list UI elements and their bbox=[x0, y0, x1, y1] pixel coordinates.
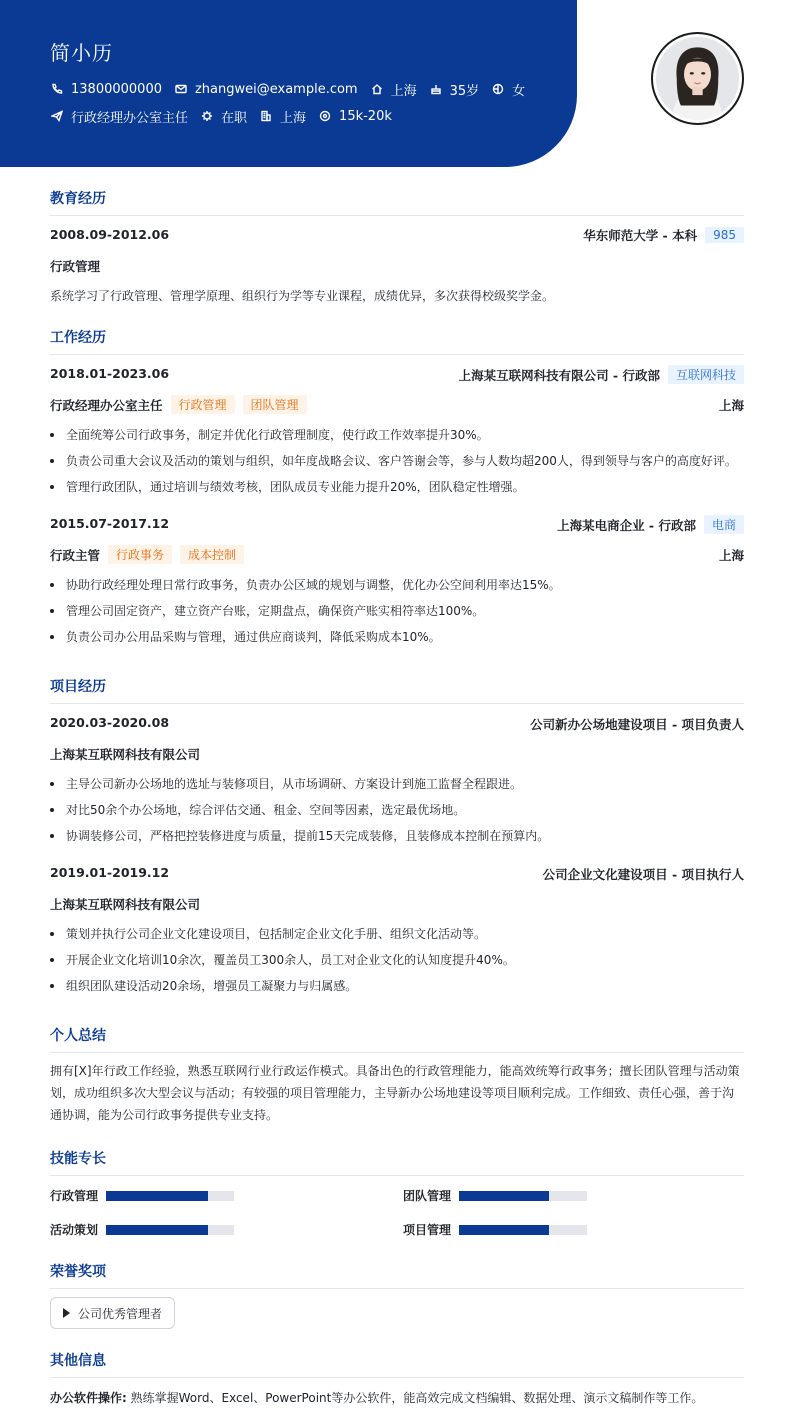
bullet-dot bbox=[50, 808, 54, 812]
bullet-dot bbox=[50, 984, 54, 988]
status-text: 在职 bbox=[221, 110, 248, 126]
bullet-dot bbox=[50, 433, 54, 437]
city-text: 上海 bbox=[280, 110, 307, 126]
skill-bar bbox=[459, 1191, 587, 1201]
work-location: 上海 bbox=[718, 398, 744, 413]
other-info-text: 熟练掌握Word、Excel、PowerPoint等办公软件，能高效完成文档编辑、数据处理、演示文稿制作等工作。 bbox=[130, 1391, 704, 1405]
work-bullet-text: 管理行政团队，通过培训与绩效考核，团队成员专业能力提升20%，团队稳定性增强。 bbox=[66, 480, 525, 494]
work-role: 行政主管 bbox=[50, 547, 101, 563]
project-bullet-text: 对比50余个办公场地，综合评估交通、租金、空间等因素，选定最优场地。 bbox=[66, 803, 466, 817]
work-bullet bbox=[50, 452, 737, 469]
status-icon bbox=[200, 109, 214, 123]
location-item bbox=[370, 80, 417, 98]
skill-bar bbox=[106, 1191, 234, 1201]
bullet-dot bbox=[50, 834, 54, 838]
work-skill-tag: 团队管理 bbox=[243, 395, 307, 414]
summary-text: 拥有[X]年行政工作经验，熟悉互联网行业行政运作模式。具备出色的行政管理能力，能高效统筹行政事务；擅长团队管理与活动策划，成功组织多次大型会议与活动；有较强的项目管理能力，主导新办公场地建设等项目顺利完成。工作细致、责任心强，善于沟通协调，能为公司行政事务提供专业支持。 bbox=[50, 1064, 740, 1122]
work-industry-tag: 电商 bbox=[704, 515, 744, 534]
award-chip[interactable] bbox=[50, 1297, 175, 1329]
education-period: 2008.09-2012.06 bbox=[50, 227, 170, 242]
work-skill-tag: 成本控制 bbox=[180, 545, 244, 564]
project-bullet bbox=[50, 775, 522, 792]
age-item bbox=[429, 80, 480, 98]
section-title-skills: 技能专长 bbox=[50, 1148, 744, 1176]
phone-text[interactable]: 13800000000 bbox=[71, 81, 162, 97]
work-bullet bbox=[50, 576, 561, 593]
skill-item bbox=[50, 1187, 234, 1204]
work-bullet-text: 负责公司办公用品采购与管理，通过供应商谈判，降低采购成本10%。 bbox=[66, 630, 441, 644]
cake-icon bbox=[429, 82, 443, 96]
education-description: 系统学习了行政管理、管理学原理、组织行为学等专业课程，成绩优异，多次获得校级奖学金。 bbox=[50, 289, 555, 303]
section-title-work: 工作经历 bbox=[50, 327, 744, 355]
project-period: 2019.01-2019.12 bbox=[50, 865, 170, 880]
education-school-row bbox=[583, 226, 744, 244]
section-title-projects: 项目经历 bbox=[50, 676, 744, 704]
email-item bbox=[174, 80, 358, 98]
bullet-dot bbox=[50, 958, 54, 962]
bullet-dot bbox=[50, 583, 54, 587]
bullet-dot bbox=[50, 782, 54, 786]
project-bullet bbox=[50, 925, 486, 942]
home-icon bbox=[370, 82, 384, 96]
work-bullet-text: 协助行政经理处理日常行政事务，负责办公区域的规划与调整，优化办公空间利用率达15%。 bbox=[66, 578, 561, 592]
building-icon bbox=[259, 109, 273, 123]
project-bullet bbox=[50, 827, 549, 844]
intent-row bbox=[50, 107, 404, 125]
bullet-dot bbox=[50, 635, 54, 639]
location-text: 上海 bbox=[390, 83, 417, 99]
project-bullet bbox=[50, 951, 515, 968]
status-item bbox=[200, 107, 247, 125]
bullet-dot bbox=[50, 609, 54, 613]
project-period: 2020.03-2020.08 bbox=[50, 715, 170, 730]
work-skill-tag: 行政事务 bbox=[108, 545, 172, 564]
education-major: 行政管理 bbox=[50, 259, 101, 274]
section-title-awards: 荣誉奖项 bbox=[50, 1261, 744, 1289]
project-bullet-text: 策划并执行公司企业文化建设项目，包括制定企业文化手册、组织文化活动等。 bbox=[66, 927, 487, 941]
work-industry-tag: 互联网科技 bbox=[668, 365, 744, 384]
section-title-other: 其他信息 bbox=[50, 1350, 744, 1378]
skill-name: 项目管理 bbox=[403, 1223, 452, 1237]
candidate-name: 简小历 bbox=[50, 41, 113, 65]
skill-bar bbox=[106, 1225, 234, 1235]
work-bullet bbox=[50, 628, 441, 645]
work-bullet-text: 管理公司固定资产，建立资产台账，定期盘点，确保资产账实相符率达100%。 bbox=[66, 604, 485, 618]
bullet-dot bbox=[50, 485, 54, 489]
skill-bar-fill bbox=[106, 1191, 208, 1201]
project-bullet-text: 组织团队建设活动20余场，增强员工凝聚力与归属感。 bbox=[66, 979, 358, 993]
skill-item bbox=[50, 1221, 234, 1238]
avatar-photo bbox=[656, 37, 739, 120]
phone-item bbox=[50, 80, 162, 98]
section-title-education: 教育经历 bbox=[50, 188, 744, 216]
skill-bar-fill bbox=[459, 1225, 549, 1235]
award-name: 公司优秀管理者 bbox=[78, 1306, 163, 1321]
section-title-summary: 个人总结 bbox=[50, 1025, 744, 1053]
skill-bar-fill bbox=[459, 1191, 549, 1201]
project-bullet-text: 开展企业文化培训10余次，覆盖员工300余人，员工对企业文化的认知度提升40%。 bbox=[66, 953, 515, 967]
work-period: 2015.07-2017.12 bbox=[50, 516, 170, 531]
education-school: 华东师范大学 - 本科 bbox=[583, 228, 698, 243]
gender-icon bbox=[491, 82, 505, 96]
salary-text: 15k-20k bbox=[339, 108, 392, 124]
work-skill-tag: 行政管理 bbox=[171, 395, 235, 414]
skill-name: 活动策划 bbox=[50, 1223, 99, 1237]
project-bullet bbox=[50, 977, 357, 994]
work-bullet bbox=[50, 478, 525, 495]
project-bullet-text: 主导公司新办公场地的选址与装修项目，从市场调研、方案设计到施工监督全程跟进。 bbox=[66, 777, 523, 791]
other-info-row bbox=[50, 1389, 703, 1406]
coin-icon bbox=[318, 109, 332, 123]
position-item bbox=[50, 107, 188, 125]
skill-item bbox=[403, 1187, 587, 1204]
skill-item bbox=[403, 1221, 587, 1238]
contact-row bbox=[50, 80, 537, 98]
work-period: 2018.01-2023.06 bbox=[50, 366, 170, 381]
phone-icon bbox=[50, 82, 64, 96]
work-bullet bbox=[50, 602, 484, 619]
project-bullet bbox=[50, 801, 465, 818]
project-name: 公司企业文化建设项目 - 项目执行人 bbox=[542, 867, 744, 882]
mail-icon bbox=[174, 82, 188, 96]
bullet-dot bbox=[50, 932, 54, 936]
play-icon bbox=[63, 1308, 70, 1318]
project-company: 上海某互联网科技有限公司 bbox=[50, 897, 201, 912]
gender-item bbox=[491, 80, 525, 98]
skill-name: 行政管理 bbox=[50, 1189, 99, 1203]
bullet-dot bbox=[50, 459, 54, 463]
work-bullet-text: 全面统筹公司行政事务，制定并优化行政管理制度，使行政工作效率提升30%。 bbox=[66, 428, 489, 442]
work-company: 上海某电商企业 - 行政部 bbox=[557, 517, 696, 533]
skill-bar bbox=[459, 1225, 587, 1235]
project-name: 公司新办公场地建设项目 - 项目负责人 bbox=[530, 717, 744, 732]
work-role-row bbox=[50, 545, 244, 564]
work-bullet-text: 负责公司重大会议及活动的策划与组织，如年度战略会议、客户答谢会等，参与人数均超200人，得到领导与客户的高度好评。 bbox=[66, 454, 737, 468]
work-company: 上海某互联网科技有限公司 - 行政部 bbox=[458, 367, 660, 383]
city-item bbox=[259, 107, 306, 125]
work-company-row bbox=[459, 365, 744, 384]
work-role: 行政经理办公室主任 bbox=[50, 397, 163, 413]
age-text: 35岁 bbox=[449, 83, 480, 99]
education-tag: 985 bbox=[705, 227, 744, 243]
work-company-row bbox=[557, 515, 744, 534]
project-bullet-text: 协调装修公司，严格把控装修进度与质量，提前15天完成装修，且装修成本控制在预算内。 bbox=[66, 829, 550, 843]
send-icon bbox=[50, 109, 64, 123]
skill-name: 团队管理 bbox=[403, 1189, 452, 1203]
avatar bbox=[651, 32, 744, 125]
project-company: 上海某互联网科技有限公司 bbox=[50, 747, 201, 762]
other-info-label: 办公软件操作: bbox=[50, 1391, 127, 1405]
position-text: 行政经理办公室主任 bbox=[71, 110, 189, 126]
skill-bar-fill bbox=[106, 1225, 208, 1235]
salary-item bbox=[318, 107, 392, 125]
work-bullet bbox=[50, 426, 489, 443]
email-text[interactable]: zhangwei@example.com bbox=[194, 81, 358, 97]
gender-text: 女 bbox=[512, 83, 526, 99]
work-role-row bbox=[50, 395, 307, 414]
work-location: 上海 bbox=[718, 548, 744, 563]
